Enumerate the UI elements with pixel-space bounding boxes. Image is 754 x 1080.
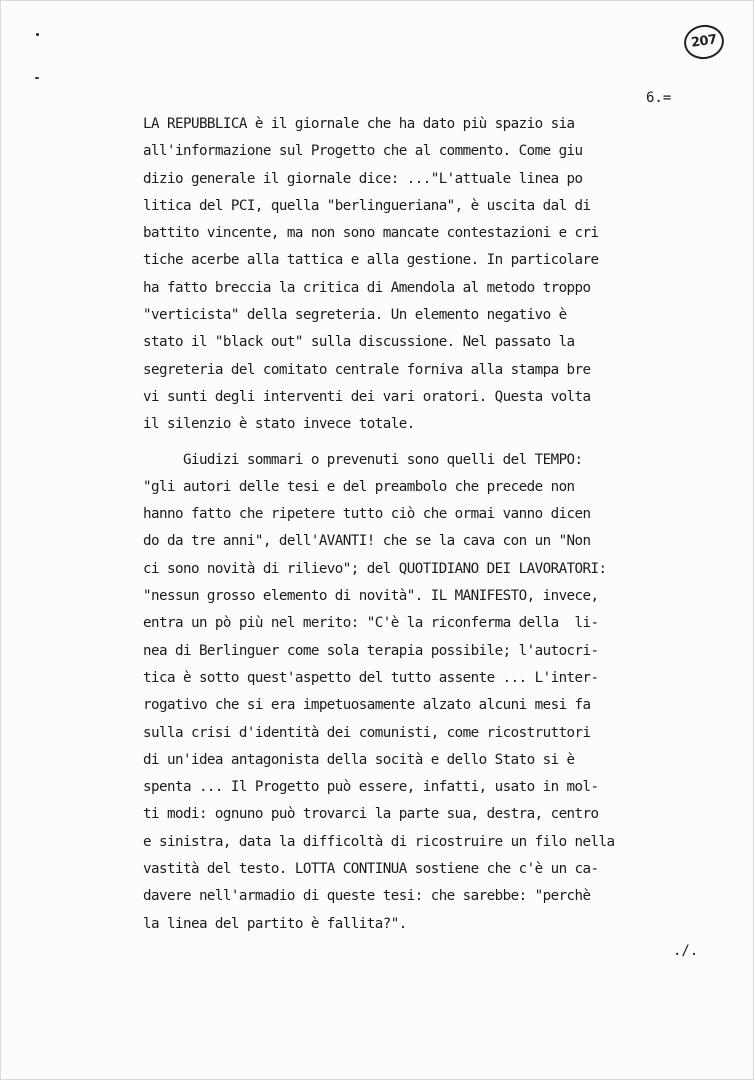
text-line: litica del PCI, quella "berlingueriana", è uscita dal di xyxy=(143,197,591,214)
text-line: sulla crisi d'identità dei comunisti, come ricostruttori xyxy=(143,724,591,741)
text-line: ha fatto breccia la critica di Amendola al metodo troppo xyxy=(143,279,591,296)
text-line: stato il "black out" sulla discussione. Nel passato la xyxy=(143,334,575,351)
text-line: nea di Berlinguer come sola terapia possibile; l'autocri- xyxy=(143,642,599,659)
text-line: segreteria del comitato centrale forniva alla stampa bre xyxy=(143,361,591,378)
page-number: 6.= xyxy=(646,90,672,106)
text-line: di un'idea antagonista della socità e dello Stato si è xyxy=(143,751,575,768)
text-line: vi sunti degli interventi dei vari oratori. Questa volta xyxy=(143,388,591,405)
text-line: hanno fatto che ripetere tutto ciò che ormai vanno dicen xyxy=(143,506,591,523)
ink-speck xyxy=(36,33,39,36)
text-line: davere nell'armadio di queste tesi: che sarebbe: "perchè xyxy=(143,888,591,905)
text-line: rogativo che si era impetuosamente alzato alcuni mesi fa xyxy=(143,697,591,714)
paragraph-gap xyxy=(143,439,733,447)
text-line: battito vincente, ma non sono mancate contestazioni e cri xyxy=(143,225,599,242)
text-line: "gli autori delle tesi e del preambolo che precede non xyxy=(143,478,575,495)
text-line: il silenzio è stato invece totale. xyxy=(143,416,415,433)
text-line: vastità del testo. LOTTA CONTINUA sostiene che c'è un ca- xyxy=(143,861,599,878)
continuation-mark: ./. xyxy=(673,943,699,959)
text-line: "verticista" della segreteria. Un elemento negativo è xyxy=(143,307,567,324)
text-line: entra un pò più nel merito: "C'è la riconferma della li- xyxy=(143,615,599,632)
paragraph-1 xyxy=(143,111,733,439)
text-line: dizio generale il giornale dice: ..."L'attuale linea po xyxy=(143,170,583,187)
text-line: all'informazione sul Progetto che al commento. Come giu xyxy=(143,143,583,160)
ink-speck xyxy=(35,77,39,79)
text-line: spenta ... Il Progetto può essere, infatti, usato in mol- xyxy=(143,779,599,796)
text-line: tica è sotto quest'aspetto del tutto assente ... L'inter- xyxy=(143,669,599,686)
text-line: ci sono novità di rilievo"; del QUOTIDIANO DEI LAVORATORI: xyxy=(143,560,607,577)
text-line: tiche acerbe alla tattica e alla gestione. In particolare xyxy=(143,252,599,269)
paragraph-2 xyxy=(143,447,733,938)
text-line: la linea del partito è fallita?". xyxy=(143,915,407,932)
text-line: LA REPUBBLICA è il giornale che ha dato più spazio sia xyxy=(143,116,575,132)
text-line: Giudizi sommari o prevenuti sono quelli del TEMPO: xyxy=(143,451,583,468)
body-text xyxy=(143,111,733,938)
text-line: "nessun grosso elemento di novità". IL MANIFESTO, invece, xyxy=(143,588,599,605)
text-line: ti modi: ognuno può trovarci la parte sua, destra, centro xyxy=(143,806,599,823)
text-line: e sinistra, data la difficoltà di ricostruire un filo nella xyxy=(143,833,615,850)
text-line: do da tre anni", dell'AVANTI! che se la cava con un "Non xyxy=(143,533,591,550)
page-stamp: 207 xyxy=(682,22,726,61)
